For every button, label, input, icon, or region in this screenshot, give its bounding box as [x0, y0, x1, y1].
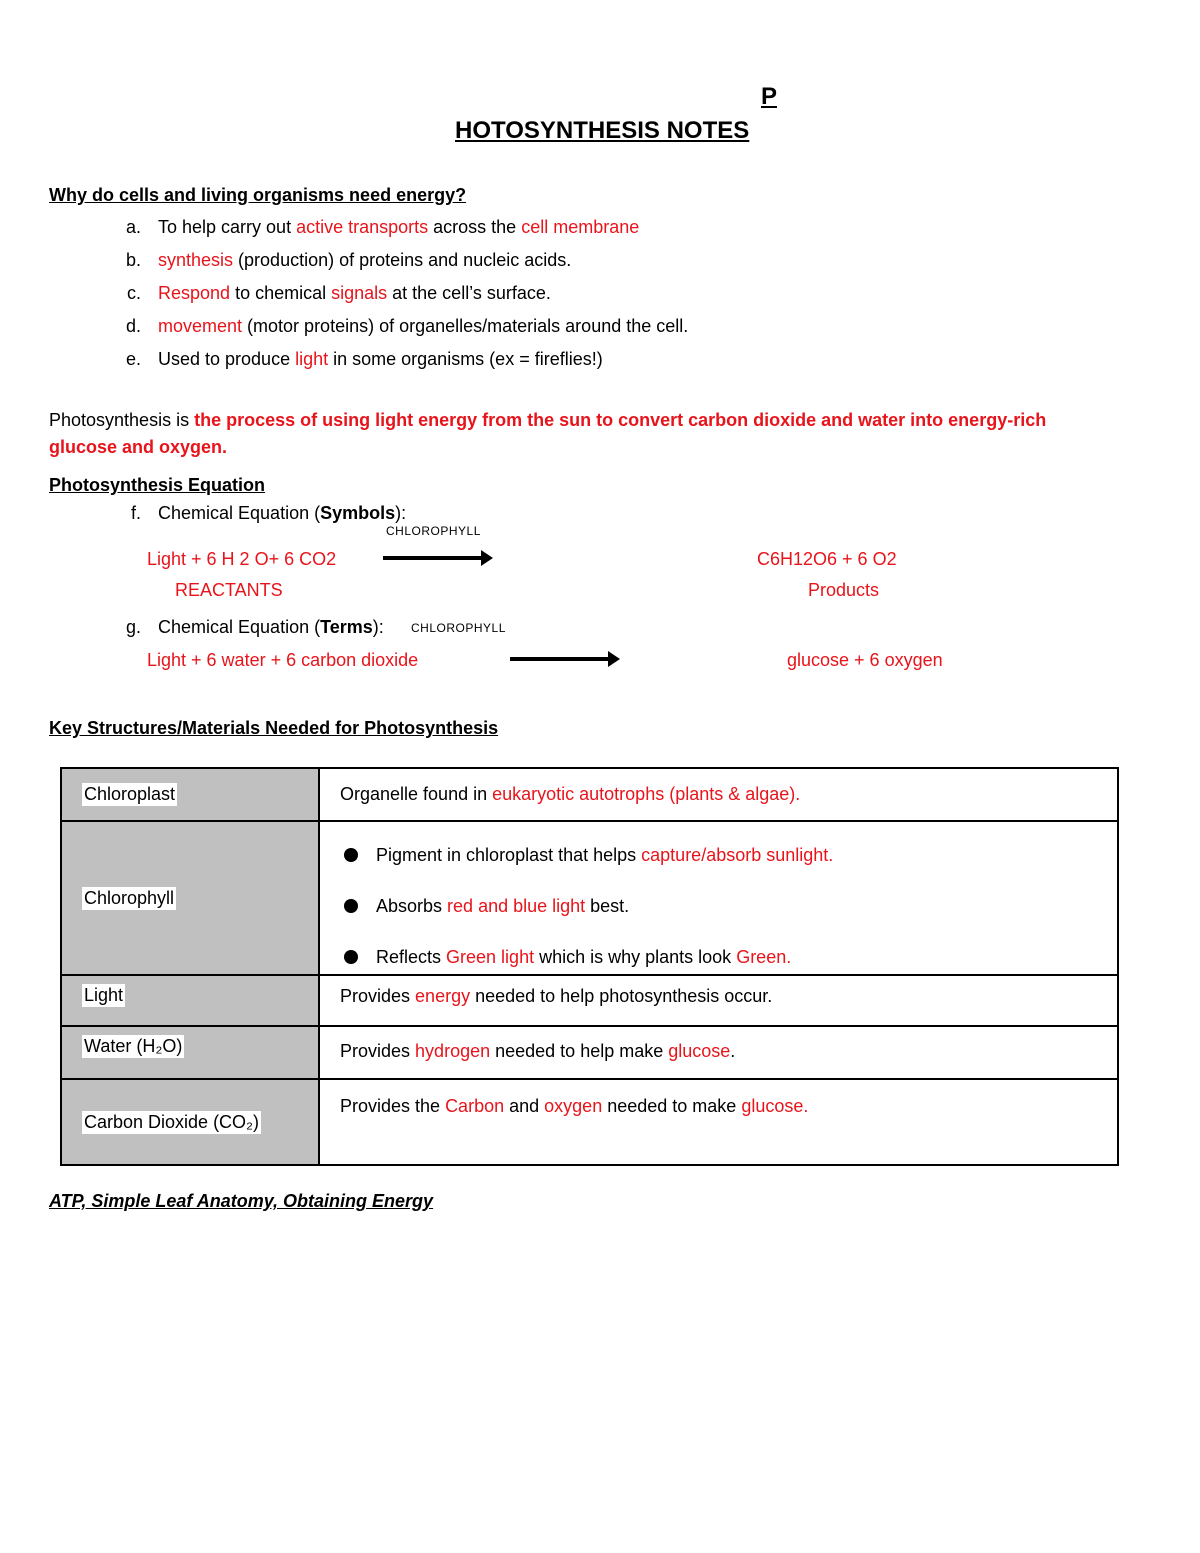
answer: energy: [415, 986, 471, 1006]
structures-heading: Key Structures/Materials Needed for Photosynthesis: [49, 718, 499, 738]
list-item: [49, 217, 639, 238]
row-label: Light: [84, 985, 124, 1005]
text: Symbols: [320, 503, 396, 523]
bullet-icon: [344, 950, 358, 964]
list-label: b.: [125, 250, 141, 270]
answer: Green light: [446, 947, 535, 967]
row-desc-cell: [319, 975, 1118, 1026]
products-terms: glucose + 6 oxygen: [787, 650, 943, 670]
row-desc-cell: [319, 1079, 1118, 1165]
row-label-cell: [61, 768, 319, 821]
table-row: [61, 1026, 1118, 1079]
text: Pigment in chloroplast that helps: [376, 845, 642, 865]
definition-lead: Photosynthesis is: [49, 410, 195, 430]
text: needed to help make: [490, 1041, 669, 1061]
products-label: Products: [808, 580, 880, 600]
answer: cell membrane: [521, 217, 640, 237]
text: Chemical Equation (: [158, 503, 321, 523]
text: best.: [585, 896, 630, 916]
reactants-label: REACTANTS: [175, 580, 283, 600]
answer: light: [295, 349, 329, 369]
text: (motor proteins) of organelles/materials around the cell.: [247, 316, 689, 336]
list-item: [340, 893, 1117, 944]
row-label-cell: [61, 821, 319, 975]
answer: oxygen: [544, 1096, 603, 1116]
row-label-cell: [61, 1079, 319, 1165]
row-label: Chloroplast: [84, 784, 176, 804]
text: ):: [395, 503, 407, 523]
text: Used to produce: [158, 349, 296, 369]
bullet-icon: [344, 848, 358, 862]
bullet-icon: [344, 899, 358, 913]
list-label: f.: [130, 503, 141, 523]
list-item: [340, 944, 1117, 974]
definition-line-2: glucose and oxygen.: [49, 437, 228, 457]
definition-line-1: [49, 410, 1046, 431]
text: Organelle found in: [340, 784, 493, 804]
table-row: [61, 975, 1118, 1026]
text: in some organisms (ex = fireflies!): [328, 349, 603, 369]
reaction-arrow-icon: [510, 657, 614, 661]
equation-f-line: [49, 503, 406, 524]
answer: synthesis: [158, 250, 234, 270]
list-label: c.: [126, 283, 141, 303]
list-item: [49, 349, 603, 370]
energy-question-heading: Why do cells and living organisms need energy?: [49, 185, 467, 205]
table-row: [61, 821, 1118, 975]
table-row: [61, 1079, 1118, 1165]
text: and: [504, 1096, 545, 1116]
reactants-terms: Light + 6 water + 6 carbon dioxide: [147, 650, 419, 670]
answer: Respond: [158, 283, 236, 303]
answer: glucose.: [741, 1096, 809, 1116]
catalyst-label: CHLOROPHYLL: [386, 524, 481, 538]
equation-heading: Photosynthesis Equation: [49, 475, 266, 495]
list-label: e.: [125, 349, 141, 369]
list-label: d.: [125, 316, 141, 336]
text: Chemical Equation (: [158, 617, 321, 637]
title-letter: P: [761, 83, 778, 110]
definition-answer: the process of using light energy from the sun to convert carbon dioxide and water into energy-rich: [194, 410, 1047, 430]
text: To help carry out: [158, 217, 297, 237]
row-desc-cell: [319, 768, 1118, 821]
page-title: HOTOSYNTHESIS NOTES: [455, 117, 750, 144]
text: Provides: [340, 986, 416, 1006]
structures-table: [60, 767, 1119, 1166]
catalyst-label: CHLOROPHYLL: [411, 621, 506, 635]
reactants-symbols: Light + 6 H 2 O+ 6 CO2: [147, 549, 337, 569]
row-label: Carbon Dioxide (CO₂): [84, 1111, 260, 1132]
answer: Carbon: [445, 1096, 505, 1116]
answer: movement: [158, 316, 248, 336]
list-item: [49, 283, 551, 304]
list-item: [49, 250, 571, 271]
text: (production) of proteins and nucleic acids.: [233, 250, 572, 270]
text: .: [730, 1041, 736, 1061]
list-item: [340, 842, 1117, 893]
text: across the: [428, 217, 522, 237]
text: Provides: [340, 1041, 416, 1061]
text: Terms: [320, 617, 373, 637]
table-row: [61, 768, 1118, 821]
text: at the cell’s surface.: [387, 283, 551, 303]
products-symbols: C6H12O6 + 6 O2: [757, 549, 897, 569]
list-label: g.: [125, 617, 141, 637]
answer: hydrogen: [415, 1041, 491, 1061]
row-label-cell: [61, 1026, 319, 1079]
answer: red and blue light: [447, 896, 586, 916]
row-label-cell: [61, 975, 319, 1026]
answer: eukaryotic autotrophs (plants & algae).: [492, 784, 801, 804]
text: to chemical: [235, 283, 332, 303]
text: Provides the: [340, 1096, 446, 1116]
answer: active transports: [296, 217, 429, 237]
reaction-arrow-icon: [383, 556, 487, 560]
text: needed to help photosynthesis occur.: [470, 986, 773, 1006]
row-desc-cell: [319, 821, 1118, 975]
answer: glucose: [668, 1041, 731, 1061]
row-desc-cell: [319, 1026, 1118, 1079]
text: Absorbs: [376, 896, 448, 916]
text: needed to make: [602, 1096, 742, 1116]
list-label: a.: [125, 217, 141, 237]
row-label: Chlorophyll: [84, 887, 175, 908]
equation-g-line: [49, 617, 384, 638]
text: which is why plants look: [534, 947, 737, 967]
answer: signals: [331, 283, 388, 303]
footer-heading: ATP, Simple Leaf Anatomy, Obtaining Energy: [49, 1191, 434, 1211]
answer: Green.: [736, 947, 792, 967]
row-label: Water (H₂O): [84, 1036, 183, 1056]
text: Reflects: [376, 947, 447, 967]
list-item: [49, 316, 688, 337]
answer: capture/absorb sunlight.: [641, 845, 834, 865]
text: ):: [372, 617, 384, 637]
